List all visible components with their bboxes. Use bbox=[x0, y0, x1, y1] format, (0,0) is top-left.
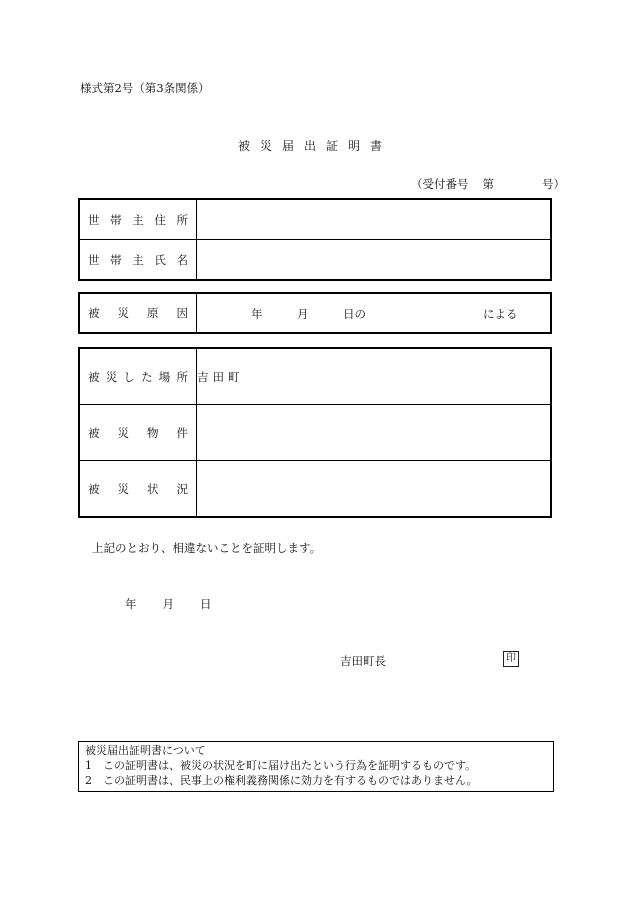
field-damaged-property[interactable] bbox=[197, 405, 552, 461]
table-row bbox=[79, 199, 551, 240]
label-household-name: 世 帯 主 氏 名 bbox=[88, 252, 188, 267]
document-title: 被災届出証明書 bbox=[237, 139, 392, 153]
cause-day: 日の bbox=[343, 307, 366, 321]
label-damage-place: 被 災 し た 場 所 bbox=[88, 369, 188, 384]
seal-mark: 印 bbox=[503, 651, 519, 667]
table-row bbox=[79, 405, 551, 461]
form-id: 様式第2号（第3条関係） bbox=[80, 81, 210, 95]
label-household-address: 世 帯 主 住 所 bbox=[88, 212, 188, 227]
cause-month: 月 bbox=[297, 307, 309, 321]
household-table bbox=[78, 198, 552, 281]
mayor-title: 吉田町長 bbox=[340, 654, 386, 668]
table-row bbox=[79, 293, 551, 333]
notes-heading: 被災届出証明書について bbox=[85, 744, 206, 757]
field-damage-place[interactable]: 吉田町 bbox=[197, 348, 552, 405]
receipt-number: （受付番号 第 号） bbox=[411, 177, 565, 191]
table-row bbox=[79, 461, 551, 518]
label-damage-status: 被 災 状 況 bbox=[88, 481, 188, 496]
field-damage-status[interactable] bbox=[197, 461, 552, 518]
field-household-address[interactable] bbox=[197, 199, 552, 240]
certification-text: 上記のとおり、相違ないことを証明します。 bbox=[92, 541, 322, 555]
list-item: 2 この証明書は、民事上の権利義務関係に効力を有するものではありません。 bbox=[85, 774, 478, 787]
damage-table bbox=[78, 347, 552, 518]
label-damaged-property: 被 災 物 件 bbox=[88, 425, 188, 440]
issue-date: 年 月 日 bbox=[125, 597, 212, 611]
field-household-name[interactable] bbox=[197, 240, 552, 281]
field-cause[interactable] bbox=[197, 293, 552, 333]
table-row bbox=[79, 240, 551, 281]
cause-year: 年 bbox=[251, 307, 263, 321]
table-row bbox=[79, 348, 551, 405]
cause-table bbox=[78, 292, 552, 334]
notes-box bbox=[78, 741, 554, 792]
cause-by: による bbox=[483, 307, 518, 321]
label-cause: 被 災 原 因 bbox=[88, 306, 188, 320]
list-item: 1 この証明書は、被災の状況を町に届け出たという行為を証明するものです。 bbox=[85, 759, 477, 772]
